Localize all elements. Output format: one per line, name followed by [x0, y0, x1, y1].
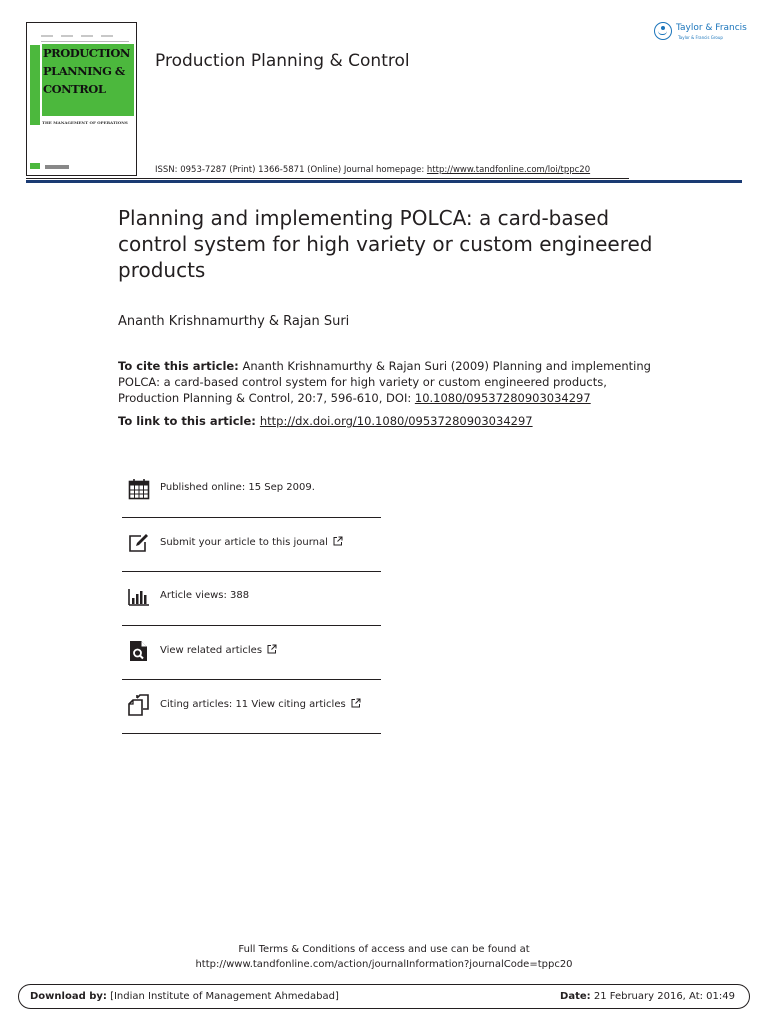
- terms-line: Full Terms & Conditions of access and use can be found at: [238, 944, 530, 955]
- article-title: Planning and implementing POLCA: a card-based control system for high variety or custom engineered products: [118, 206, 653, 282]
- issn-line: [155, 165, 590, 175]
- external-link-icon: [267, 644, 277, 654]
- cover-top-marks: [41, 35, 129, 42]
- submit-article-link[interactable]: [160, 536, 343, 548]
- bar-chart-icon: [128, 586, 150, 608]
- cover-title-line: PRODUCTION: [43, 46, 130, 60]
- citing-articles-row[interactable]: [122, 680, 381, 734]
- publisher-group: Taylor & Francis Group: [678, 35, 723, 40]
- citation-label: To cite this article:: [118, 359, 239, 373]
- cover-title-line: PLANNING &: [43, 64, 125, 78]
- article-authors: Ananth Krishnamurthy & Rajan Suri: [118, 314, 350, 329]
- download-label: Download by:: [30, 991, 107, 1002]
- cover-title-line: CONTROL: [43, 82, 106, 96]
- header-accent-bar: [26, 180, 742, 183]
- external-link-icon: [333, 536, 343, 546]
- article-views-row: [122, 572, 381, 626]
- cover-title-block: [42, 44, 134, 116]
- terms-notice: [0, 942, 768, 972]
- submit-article-row[interactable]: [122, 518, 381, 572]
- citing-articles-link[interactable]: [160, 698, 361, 710]
- taylor-francis-icon: [654, 22, 672, 40]
- download-date: [560, 991, 735, 1002]
- issn-text: ISSN: 0953-7287 (Print) 1366-5871 (Online) Journal homepage:: [155, 165, 427, 175]
- related-articles-row[interactable]: [122, 626, 381, 680]
- citing-pages-icon: [128, 694, 150, 716]
- citing-articles-label: Citing articles: 11 View citing articles: [160, 699, 346, 710]
- cover-green-strip: [30, 45, 40, 125]
- journal-title: Production Planning & Control: [155, 51, 410, 71]
- cover-subtitle: THE MANAGEMENT OF OPERATIONS: [42, 120, 128, 125]
- journal-cover-image: [26, 22, 137, 176]
- citation-text: Ananth Krishnamurthy & Rajan Suri (2009) Planning and implementing POLCA: a card-based control system for high variety or custom engineered products, Production Planning & Control, 20:7, 596-610, DOI:: [118, 359, 651, 405]
- article-url-link[interactable]: http://dx.doi.org/10.1080/09537280903034297: [259, 414, 533, 428]
- article-link-line: [118, 414, 533, 428]
- download-by: [30, 991, 339, 1002]
- download-info-bar: [18, 984, 750, 1009]
- calendar-icon: [128, 478, 150, 500]
- publisher-logo[interactable]: [654, 22, 746, 48]
- related-articles-label: View related articles: [160, 645, 263, 656]
- citation-block: [118, 358, 658, 406]
- doi-link[interactable]: 10.1080/09537280903034297: [414, 391, 591, 405]
- related-articles-link[interactable]: [160, 644, 277, 656]
- submit-article-label: Submit your article to this journal: [160, 537, 328, 548]
- published-online-label: Published online: 15 Sep 2009.: [160, 482, 315, 493]
- cover-publisher-logo: [45, 165, 69, 169]
- download-value: [Indian Institute of Management Ahmedabad]: [106, 991, 339, 1002]
- published-online-row: [122, 464, 381, 518]
- pencil-edit-icon: [128, 532, 150, 554]
- date-label: Date:: [560, 991, 591, 1002]
- document-search-icon: [128, 640, 150, 662]
- cover-green-mark: [30, 163, 40, 169]
- date-value: 21 February 2016, At: 01:49: [590, 991, 735, 1002]
- external-link-icon: [351, 698, 361, 708]
- header-divider: [26, 178, 629, 179]
- terms-url[interactable]: http://www.tandfonline.com/action/journalInformation?journalCode=tppc20: [195, 959, 573, 970]
- journal-homepage-link[interactable]: http://www.tandfonline.com/loi/tppc20: [426, 165, 591, 175]
- article-info-list: [122, 464, 381, 734]
- link-label: To link to this article:: [118, 414, 260, 428]
- article-views-label: Article views: 388: [160, 590, 250, 601]
- publisher-name: Taylor & Francis: [676, 23, 747, 33]
